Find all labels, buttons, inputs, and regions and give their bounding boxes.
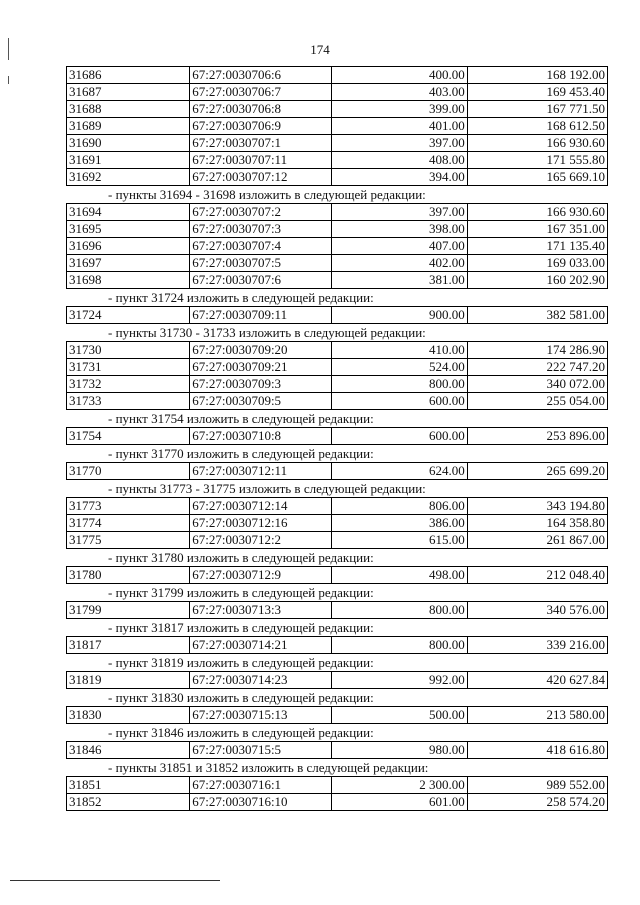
value-cell: 169 453.40 [467,84,607,101]
cadastral-number-cell: 67:27:0030716:10 [190,794,332,811]
cadastral-number-cell: 67:27:0030707:12 [190,169,332,186]
parcel-table [66,203,608,289]
parcel-table [66,776,608,811]
cadastral-number-cell: 67:27:0030707:1 [190,135,332,152]
cadastral-number-cell: 67:27:0030712:2 [190,532,332,549]
amendment-group [66,759,608,811]
item-number-cell: 31724 [67,307,190,324]
amendment-group [66,324,608,410]
value-cell: 171 555.80 [467,152,607,169]
table-row [67,238,608,255]
cadastral-number-cell: 67:27:0030707:2 [190,204,332,221]
value-cell: 168 192.00 [467,67,607,84]
item-number-cell: 31688 [67,101,190,118]
cadastral-number-cell: 67:27:0030706:8 [190,101,332,118]
area-cell: 408.00 [332,152,467,169]
parcel-table [66,66,608,186]
cadastral-number-cell: 67:27:0030709:11 [190,307,332,324]
area-cell: 401.00 [332,118,467,135]
area-cell: 992.00 [332,672,467,689]
item-number-cell: 31799 [67,602,190,619]
area-cell: 397.00 [332,204,467,221]
value-cell: 339 216.00 [467,637,607,654]
cadastral-number-cell: 67:27:0030707:4 [190,238,332,255]
value-cell: 253 896.00 [467,428,607,445]
amendment-heading: - пункты 31694 - 31698 изложить в следующей редакции: [108,187,426,202]
item-number-cell: 31695 [67,221,190,238]
cadastral-number-cell: 67:27:0030712:9 [190,567,332,584]
area-cell: 615.00 [332,532,467,549]
cadastral-number-cell: 67:27:0030716:1 [190,777,332,794]
item-number-cell: 31687 [67,84,190,101]
table-row [67,342,608,359]
cadastral-number-cell: 67:27:0030709:5 [190,393,332,410]
value-cell: 255 054.00 [467,393,607,410]
amendment-heading: - пункты 31773 - 31775 изложить в следующей редакции: [108,481,426,496]
value-cell: 340 072.00 [467,376,607,393]
value-cell: 420 627.84 [467,672,607,689]
item-number-cell: 31698 [67,272,190,289]
item-number-cell: 31851 [67,777,190,794]
cadastral-number-cell: 67:27:0030709:3 [190,376,332,393]
value-cell: 213 580.00 [467,707,607,724]
table-row [67,707,608,724]
value-cell: 261 867.00 [467,532,607,549]
value-cell: 418 616.80 [467,742,607,759]
area-cell: 800.00 [332,637,467,654]
table-row [67,567,608,584]
item-number-cell: 31817 [67,637,190,654]
amendment-heading: - пункт 31846 изложить в следующей редакции: [108,725,374,740]
cadastral-number-cell: 67:27:0030715:13 [190,707,332,724]
cadastral-number-cell: 67:27:0030712:11 [190,463,332,480]
amendment-group [66,445,608,480]
area-cell: 381.00 [332,272,467,289]
amendment-heading: - пункт 31754 изложить в следующей редакции: [108,411,374,426]
amendment-group [66,654,608,689]
table-row [67,532,608,549]
value-cell: 382 581.00 [467,307,607,324]
area-cell: 600.00 [332,393,467,410]
value-cell: 171 135.40 [467,238,607,255]
item-number-cell: 31830 [67,707,190,724]
parcel-table [66,306,608,324]
page-number: 174 [310,42,330,57]
cadastral-number-cell: 67:27:0030707:5 [190,255,332,272]
item-number-cell: 31733 [67,393,190,410]
area-cell: 600.00 [332,428,467,445]
item-number-cell: 31732 [67,376,190,393]
value-cell: 340 576.00 [467,602,607,619]
area-cell: 400.00 [332,67,467,84]
amendment-heading: - пункт 31817 изложить в следующей редакции: [108,620,374,635]
item-number-cell: 31730 [67,342,190,359]
amendment-heading: - пункты 31851 и 31852 изложить в следующей редакции: [108,760,429,775]
area-cell: 500.00 [332,707,467,724]
area-cell: 407.00 [332,238,467,255]
amendment-group [66,410,608,445]
amendment-group [66,289,608,324]
amendment-group [66,689,608,724]
area-cell: 900.00 [332,307,467,324]
table-row [67,84,608,101]
table-row [67,428,608,445]
parcel-table [66,341,608,410]
amendment-heading: - пункты 31730 - 31733 изложить в следующей редакции: [108,325,426,340]
value-cell: 174 286.90 [467,342,607,359]
cadastral-number-cell: 67:27:0030709:20 [190,342,332,359]
cadastral-number-cell: 67:27:0030714:21 [190,637,332,654]
area-cell: 498.00 [332,567,467,584]
amendment-group [66,66,608,186]
area-cell: 800.00 [332,376,467,393]
table-row [67,272,608,289]
cadastral-number-cell: 67:27:0030714:23 [190,672,332,689]
area-cell: 402.00 [332,255,467,272]
amendment-heading: - пункт 31780 изложить в следующей редакции: [108,550,374,565]
item-number-cell: 31819 [67,672,190,689]
amendment-group [66,584,608,619]
area-cell: 410.00 [332,342,467,359]
item-number-cell: 31770 [67,463,190,480]
table-row [67,463,608,480]
table-row [67,152,608,169]
area-cell: 403.00 [332,84,467,101]
table-row [67,602,608,619]
area-cell: 980.00 [332,742,467,759]
value-cell: 165 669.10 [467,169,607,186]
table-row [67,742,608,759]
parcel-table [66,462,608,480]
value-cell: 166 930.60 [467,204,607,221]
table-row [67,515,608,532]
cadastral-number-cell: 67:27:0030713:3 [190,602,332,619]
cadastral-number-cell: 67:27:0030707:3 [190,221,332,238]
table-row [67,135,608,152]
value-cell: 343 194.80 [467,498,607,515]
value-cell: 989 552.00 [467,777,607,794]
amendment-heading: - пункт 31819 изложить в следующей редакции: [108,655,374,670]
amendment-heading: - пункт 31724 изложить в следующей редакции: [108,290,374,305]
amendment-heading: - пункт 31770 изложить в следующей редакции: [108,446,374,461]
document-body [66,66,608,811]
table-row [67,498,608,515]
item-number-cell: 31689 [67,118,190,135]
cadastral-number-cell: 67:27:0030712:14 [190,498,332,515]
table-row [67,794,608,811]
parcel-table [66,497,608,549]
margin-mark [8,38,9,60]
cadastral-number-cell: 67:27:0030706:9 [190,118,332,135]
value-cell: 168 612.50 [467,118,607,135]
value-cell: 222 747.20 [467,359,607,376]
cadastral-number-cell: 67:27:0030709:21 [190,359,332,376]
area-cell: 397.00 [332,135,467,152]
table-row [67,307,608,324]
value-cell: 169 033.00 [467,255,607,272]
item-number-cell: 31774 [67,515,190,532]
cadastral-number-cell: 67:27:0030715:5 [190,742,332,759]
item-number-cell: 31697 [67,255,190,272]
item-number-cell: 31692 [67,169,190,186]
value-cell: 164 358.80 [467,515,607,532]
item-number-cell: 31780 [67,567,190,584]
area-cell: 624.00 [332,463,467,480]
item-number-cell: 31852 [67,794,190,811]
table-row [67,393,608,410]
amendment-heading: - пункт 31830 изложить в следующей редакции: [108,690,374,705]
item-number-cell: 31731 [67,359,190,376]
parcel-table [66,671,608,689]
value-cell: 167 771.50 [467,101,607,118]
item-number-cell: 31846 [67,742,190,759]
amendment-group [66,186,608,289]
table-row [67,255,608,272]
table-row [67,221,608,238]
cadastral-number-cell: 67:27:0030710:8 [190,428,332,445]
parcel-table [66,636,608,654]
area-cell: 800.00 [332,602,467,619]
table-row [67,672,608,689]
value-cell: 212 048.40 [467,567,607,584]
table-row [67,101,608,118]
area-cell: 524.00 [332,359,467,376]
area-cell: 386.00 [332,515,467,532]
table-row [67,637,608,654]
cadastral-number-cell: 67:27:0030707:6 [190,272,332,289]
table-row [67,118,608,135]
parcel-table [66,741,608,759]
parcel-table [66,427,608,445]
cadastral-number-cell: 67:27:0030712:16 [190,515,332,532]
item-number-cell: 31694 [67,204,190,221]
margin-mark [8,76,9,84]
table-row [67,67,608,84]
area-cell: 601.00 [332,794,467,811]
table-row [67,204,608,221]
table-row [67,359,608,376]
area-cell: 2 300.00 [332,777,467,794]
cadastral-number-cell: 67:27:0030706:6 [190,67,332,84]
item-number-cell: 31773 [67,498,190,515]
item-number-cell: 31754 [67,428,190,445]
amendment-group [66,724,608,759]
parcel-table [66,566,608,584]
value-cell: 160 202.90 [467,272,607,289]
amendment-group [66,619,608,654]
table-row [67,777,608,794]
amendment-group [66,549,608,584]
item-number-cell: 31775 [67,532,190,549]
area-cell: 806.00 [332,498,467,515]
table-row [67,376,608,393]
amendment-group [66,480,608,549]
item-number-cell: 31690 [67,135,190,152]
cadastral-number-cell: 67:27:0030707:11 [190,152,332,169]
area-cell: 398.00 [332,221,467,238]
value-cell: 166 930.60 [467,135,607,152]
cadastral-number-cell: 67:27:0030706:7 [190,84,332,101]
item-number-cell: 31696 [67,238,190,255]
footnote-divider [10,880,220,881]
amendment-heading: - пункт 31799 изложить в следующей редакции: [108,585,374,600]
value-cell: 258 574.20 [467,794,607,811]
parcel-table [66,601,608,619]
area-cell: 399.00 [332,101,467,118]
item-number-cell: 31691 [67,152,190,169]
table-row [67,169,608,186]
item-number-cell: 31686 [67,67,190,84]
parcel-table [66,706,608,724]
value-cell: 167 351.00 [467,221,607,238]
value-cell: 265 699.20 [467,463,607,480]
area-cell: 394.00 [332,169,467,186]
